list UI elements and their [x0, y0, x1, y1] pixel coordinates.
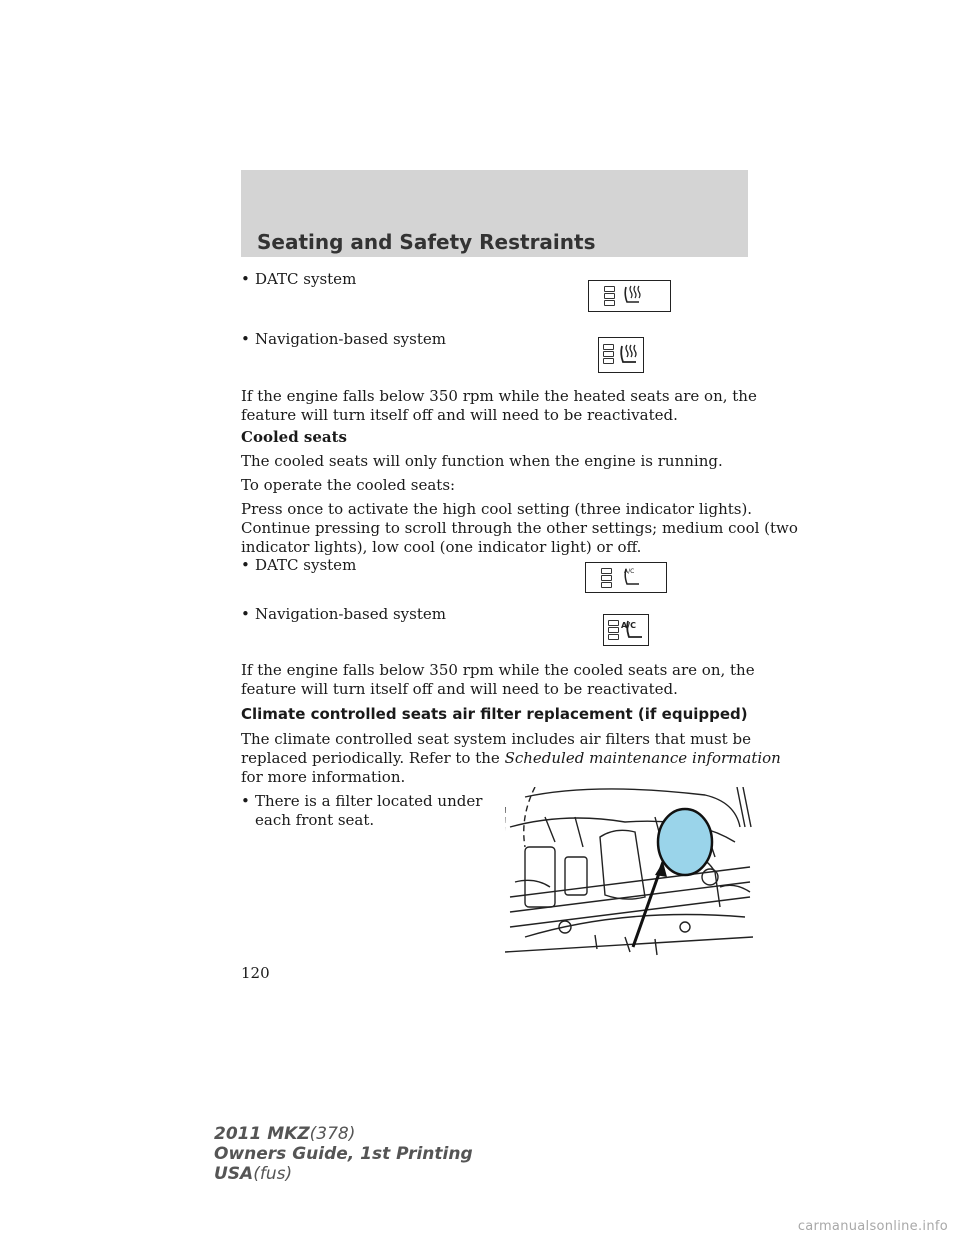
indicator-lamp [601, 568, 612, 574]
filter-p1-line1: The climate controlled seat system includes air filters that must be [241, 730, 751, 748]
footer-model-line: 2011 MKZ(378) [214, 1124, 356, 1144]
filter-bullet-line2: each front seat. [255, 811, 375, 829]
footer-printing-line: Owners Guide, 1st Printing [214, 1144, 473, 1164]
indicator-lamp [608, 627, 619, 633]
watermark: carmanualsonline.info [797, 1219, 948, 1234]
heated-note-line2: feature will turn itself off and will need to be reactivated. [241, 406, 678, 424]
bullet-glyph: • [241, 270, 250, 288]
cooled-p3-line1: Press once to activate the high cool setting (three indicator lights). [241, 500, 753, 518]
cooled-p1: The cooled seats will only function when the engine is running. [241, 452, 723, 470]
heated-seat-icon [618, 343, 640, 367]
bullet-filter-location: • There is a filter located under [241, 792, 483, 810]
heated-seat-button-nav [598, 337, 644, 373]
heated-seat-icon [621, 284, 643, 308]
indicator-lamp [604, 286, 615, 292]
cooled-seats-heading: Cooled seats [241, 428, 347, 446]
bullet-datc-heated: • DATC system [241, 270, 357, 288]
indicator-lamp [601, 575, 612, 581]
bullet-nav-heated: • Navigation-based system [241, 330, 446, 348]
indicator-lamp [608, 634, 619, 640]
bullet-nav-cooled: • Navigation-based system [241, 605, 446, 623]
indicator-lamp [601, 582, 612, 588]
section-title: Seating and Safety Restraints [257, 230, 596, 254]
page-number: 120 [241, 964, 270, 982]
cooled-p3-line2: Continue pressing to scroll through the other settings; medium cool (two [241, 519, 798, 537]
air-filter-highlight [658, 809, 712, 875]
section-header-band [241, 170, 748, 257]
indicator-lamp [608, 620, 619, 626]
indicator-lamp [603, 344, 614, 350]
filter-p1-line3: for more information. [241, 768, 406, 786]
cooled-seat-button-nav [603, 614, 649, 646]
filter-heading: Climate controlled seats air filter replacement (if equipped) [241, 705, 748, 723]
indicator-lamp [603, 358, 614, 364]
cooled-p2: To operate the cooled seats: [241, 476, 456, 494]
heated-note-line1: If the engine falls below 350 rpm while the heated seats are on, the [241, 387, 757, 405]
heated-seat-button-datc [588, 280, 671, 312]
indicator-lamp [603, 351, 614, 357]
ac-label: A/C [621, 621, 636, 630]
cooled-note-line2: feature will turn itself off and will need to be reactivated. [241, 680, 678, 698]
indicator-lamp [604, 293, 615, 299]
footer-region-line: USA(fus) [214, 1164, 293, 1184]
cooled-seat-button-datc [585, 562, 667, 593]
indicator-lamp [604, 300, 615, 306]
bullet-datc-cooled: • DATC system [241, 556, 357, 574]
scheduled-maintenance-reference: Scheduled maintenance information [504, 749, 781, 767]
filter-p1-line2: replaced periodically. Refer to the Scheduled maintenance information [241, 749, 781, 767]
cooled-note-line1: If the engine falls below 350 rpm while the cooled seats are on, the [241, 661, 755, 679]
cooled-p3-line3: indicator lights), low cool (one indicator light) or off. [241, 538, 642, 556]
ac-label: A/C [624, 568, 635, 575]
under-seat-filter-illustration [505, 787, 753, 959]
